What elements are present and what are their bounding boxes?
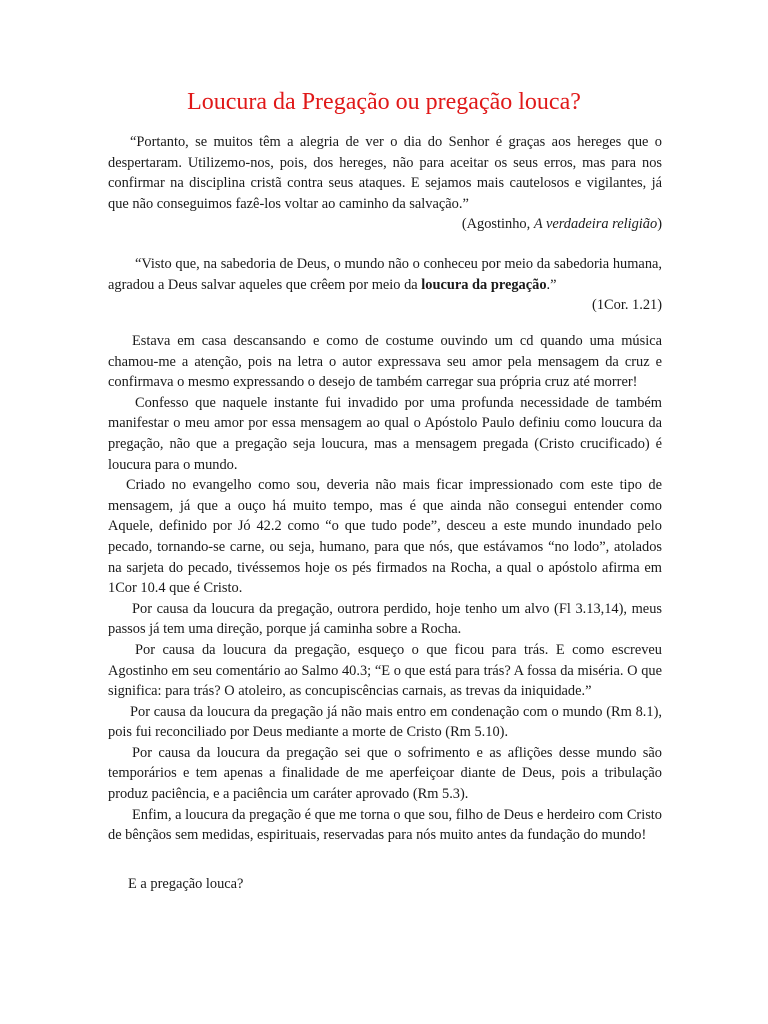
quote-text: “Visto que, na sabedoria de Deus, o mundo não o conheceu por meio da sabedoria humana, agradou a Deus salvar aqueles que crêem por meio da loucura da pregação.”: [108, 256, 662, 293]
epigraph-quote-corinthians: [108, 254, 662, 316]
paragraph: Enfim, a loucura da pregação é que me torna o que sou, filho de Deus e herdeiro com Cristo de bênçãos sem medidas, espirituais, reservadas para nós muito antes da fundação do mundo!: [108, 806, 662, 844]
paragraph: Por causa da loucura da pregação sei que o sofrimento e as aflições desse mundo são temporários e tem apenas a finalidade de me aperfeiçoar diante de Deus, pois a tribulação produz paciência, e a paciência um caráter aprovado (Rm 5.3).: [108, 744, 662, 803]
paragraph: Por causa da loucura da pregação já não mais entro em condenação com o mundo (Rm 8.1), pois fui reconciliado por Deus mediante a morte de Cristo (Rm 5.10).: [108, 703, 662, 741]
paragraph: Estava em casa descansando e como de costume ouvindo um cd quando uma música chamou-me a atenção, pois na letra o autor expressava seu amor pela mensagem da cruz e confirmava o mesmo expressando o desejo de também carregar sua própria cruz até morrer!: [108, 333, 662, 391]
epigraph-quote-augustine: [108, 132, 662, 235]
quote-text: “Portanto, se muitos têm a alegria de ver o dia do Senhor é graças aos hereges que o despertaram. Utilizemo-nos, pois, dos hereges, não para aceitar os seus erros, mas para nos confirmar na disciplina cristã contra seus ataques. E sejamos mais cautelosos e vigilantes, já que não conseguimos fazê-los voltar ao caminho da salvação.”: [108, 134, 662, 212]
closing-question: E a pregação louca?: [128, 876, 244, 892]
quote-bold-phrase: loucura da pregação: [421, 276, 547, 293]
paragraph: Confesso que naquele instante fui invadido por uma profunda necessidade de também manifestar o meu amor por essa mensagem ao qual o Apóstolo Paulo definiu como loucura da pregação, não que a pregação seja loucura, mas a mensagem pregada (Cristo crucificado) é loucura para o mundo.: [108, 394, 662, 473]
page-title: Loucura da Pregação ou pregação louca?: [187, 89, 581, 115]
quote-reference: (1Cor. 1.21): [592, 297, 662, 314]
body-text: [108, 331, 662, 846]
quote-attribution: (Agostinho, A verdadeira religião): [461, 216, 662, 233]
paragraph: Por causa da loucura da pregação, esqueço o que ficou para trás. E como escreveu Agostinho em seu comentário ao Salmo 40.3; “E o que está para trás? A fossa da miséria. O que significa: para trás? O atoleiro, as concupiscências carnais, as trevas da iniquidade.”: [108, 641, 662, 700]
paragraph: Criado no evangelho como sou, deveria não mais ficar impressionado com este tipo de mensagem, já que a ouço há muito tempo, mas é que ainda não consegui entender como Aquele, definido por Jó 42.2 como “o que tudo pode”, desceu a este mundo inundado pelo pecado, tornando-se carne, ou seja, humano, para que nós, que estávamos “no lodo”, atolados na sarjeta do pecado, tivéssemos hoje os pés firmados na Rocha, a qual o apóstolo afirma em 1Cor 10.4 que é Cristo.: [108, 477, 662, 597]
paragraph: Por causa da loucura da pregação, outrora perdido, hoje tenho um alvo (Fl 3.13,14), meus passos já tem uma direção, porque já caminha sobre a Rocha.: [108, 600, 662, 638]
